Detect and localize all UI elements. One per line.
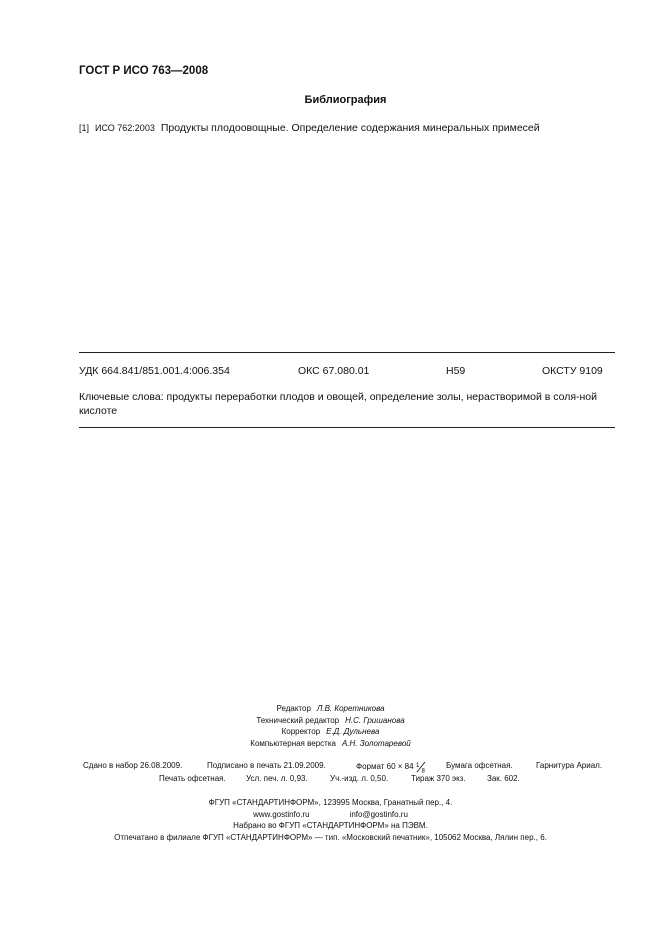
divider-bottom [79,427,615,428]
credit-corrector: Корректор Е.Д. Дульнева [281,727,380,736]
credit-tech-editor: Технический редактор Н.С. Гришанова [256,715,405,725]
printing-note: Отпечатано в филиале ФГУП «СТАНДАРТИНФОРМ» — тип. «Московский печатник», 105062 Москва, Лялин пер., 6. [114,832,547,842]
publisher-address: ФГУП «СТАНДАРТИНФОРМ», 123995 Москва, Гранатный пер., 4. [208,798,453,807]
imprint-publisher-sheets: Уч.-изд. л. 0,50. [330,774,389,783]
imprint-typeset-date: Сдано в набор 26.08.2009. [83,761,183,770]
svg-text:8: 8 [421,768,425,773]
reference-title: Продукты плодоовощные. Определение содержания минеральных примесей [160,122,540,134]
imprint-signed-date: Подписано в печать 21.09.2009. [207,761,326,770]
credits-block [0,703,661,749]
imprint-paper: Бумага офсетная. [446,761,513,770]
imprint-print-type: Печать офсетная. [159,774,226,783]
credit-editor: Редактор Л.В. Коретникова [276,704,385,713]
divider-top [79,352,615,353]
udc-code: УДК 664.841/851.001.4:006.354 [79,365,230,377]
standard-code-header: ГОСТ Р ИСО 763—2008 [79,65,209,77]
publisher-contacts [0,809,661,821]
bibliography-title: Библиография [304,94,387,106]
oks-code: ОКС 67.080.01 [298,365,370,377]
imprint-print-sheets: Усл. печ. л. 0,93. [246,774,308,783]
publisher-website: www.gostinfo.ru [253,809,310,819]
imprint-circulation: Тираж 370 экз. [411,774,466,783]
imprint-typeface: Гарнитура Ариал. [536,761,603,770]
imprint-format: Формат 60 × 84 1 8 [356,762,425,773]
publisher-footer [0,797,661,843]
svg-text:1: 1 [415,763,420,769]
fraction-glyph [416,761,426,771]
bibliography-entry [79,122,540,134]
classification-code: Н59 [446,365,466,377]
okstu-code: ОКСТУ 9109 [542,365,603,377]
reference-standard: ИСО 762:2003 [95,123,155,133]
imprint-order: Зак. 602. [487,774,520,783]
publisher-email: info@gostinfo.ru [349,809,408,819]
keywords: Ключевые слова: продукты переработки плодов и овощей, определение золы, нерастворимой в соля-ной кислоте [79,391,598,417]
typeset-note: Набрано во ФГУП «СТАНДАРТИНФОРМ» на ПЭВМ. [233,821,428,830]
credit-layout: Компьютерная верстка А.Н. Золотаревой [250,738,411,748]
reference-number: [1] [79,123,90,133]
